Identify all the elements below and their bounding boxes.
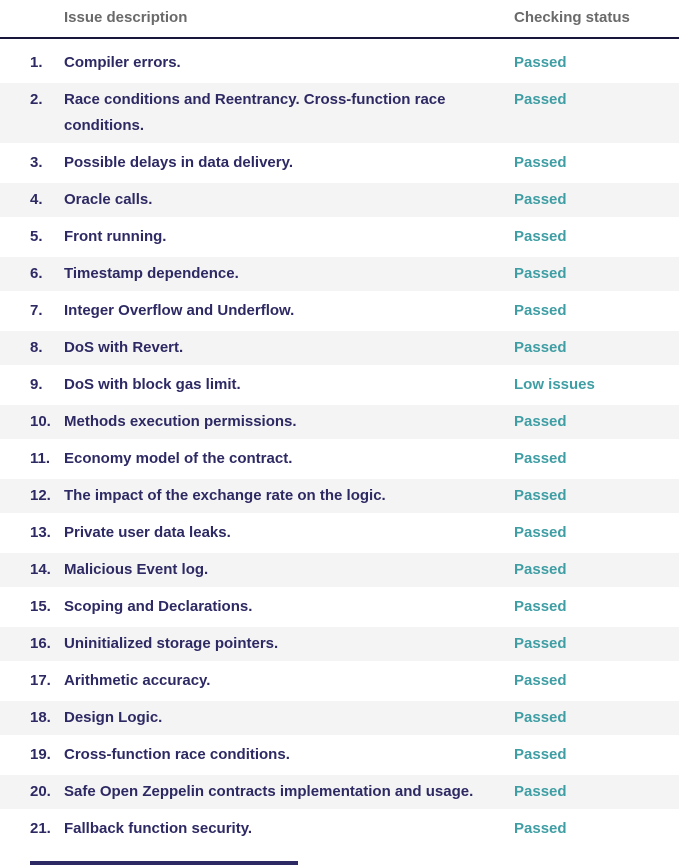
row-number: 17. <box>30 672 51 689</box>
row-number: 11. <box>30 450 51 467</box>
issue-description: Uninitialized storage pointers. <box>64 635 279 652</box>
table-body <box>0 46 679 846</box>
status-label: Passed <box>514 339 567 356</box>
issue-description: Economy model of the contract. <box>64 450 293 467</box>
issue-description: DoS with Revert. <box>64 339 184 356</box>
status-label: Passed <box>514 672 567 689</box>
status-label: Passed <box>514 450 567 467</box>
issue-description: Compiler errors. <box>64 54 181 71</box>
table-row <box>0 775 679 809</box>
status-label: Passed <box>514 228 567 245</box>
issue-description: Scoping and Declarations. <box>64 598 253 615</box>
status-label: Passed <box>514 487 567 504</box>
cutoff-next-row-text <box>30 861 298 865</box>
status-label: Passed <box>514 635 567 652</box>
row-number: 10. <box>30 413 51 430</box>
table-row <box>0 479 679 513</box>
row-number: 5. <box>30 228 43 245</box>
status-label: Low issues <box>514 376 595 393</box>
table-row <box>0 183 679 217</box>
status-label: Passed <box>514 561 567 578</box>
status-label: Passed <box>514 820 567 837</box>
row-number: 4. <box>30 191 43 208</box>
status-label: Passed <box>514 598 567 615</box>
status-label: Passed <box>514 413 567 430</box>
table-row <box>0 627 679 661</box>
row-number: 6. <box>30 265 43 282</box>
row-number: 19. <box>30 746 51 763</box>
column-header-checking-status: Checking status <box>514 9 630 26</box>
row-number: 9. <box>30 376 43 393</box>
issue-description: DoS with block gas limit. <box>64 376 241 393</box>
row-number: 2. <box>30 91 43 108</box>
table-row <box>0 257 679 291</box>
status-label: Passed <box>514 746 567 763</box>
status-label: Passed <box>514 54 567 71</box>
issue-description: Front running. <box>64 228 167 245</box>
table-row <box>0 294 679 328</box>
row-number: 13. <box>30 524 51 541</box>
row-number: 15. <box>30 598 51 615</box>
column-header-issue-description: Issue description <box>64 9 188 26</box>
issue-description: Integer Overflow and Underflow. <box>64 302 295 319</box>
table-row <box>0 516 679 550</box>
row-number: 16. <box>30 635 51 652</box>
table-row <box>0 331 679 365</box>
status-label: Passed <box>514 524 567 541</box>
row-number: 1. <box>30 54 43 71</box>
table-row <box>0 701 679 735</box>
status-label: Passed <box>514 91 567 108</box>
row-number: 7. <box>30 302 43 319</box>
table-row <box>0 146 679 180</box>
issue-description: Malicious Event log. <box>64 561 209 578</box>
table-row <box>0 812 679 846</box>
issue-description: The impact of the exchange rate on the logic. <box>64 487 386 504</box>
issue-description: Arithmetic accuracy. <box>64 672 211 689</box>
status-label: Passed <box>514 265 567 282</box>
issue-description: Fallback function security. <box>64 820 253 837</box>
status-label: Passed <box>514 191 567 208</box>
table-row <box>0 46 679 80</box>
issue-description: Oracle calls. <box>64 191 153 208</box>
table-row <box>0 590 679 624</box>
row-number: 12. <box>30 487 51 504</box>
row-number: 3. <box>30 154 43 171</box>
issue-description: Methods execution permissions. <box>64 413 297 430</box>
status-label: Passed <box>514 154 567 171</box>
issue-description: Timestamp dependence. <box>64 265 239 282</box>
status-label: Passed <box>514 302 567 319</box>
issue-description: Design Logic. <box>64 709 163 726</box>
status-label: Passed <box>514 783 567 800</box>
table-row <box>0 83 679 143</box>
table-row <box>0 368 679 402</box>
row-number: 18. <box>30 709 51 726</box>
table-row <box>0 220 679 254</box>
status-label: Passed <box>514 709 567 726</box>
issue-description: Safe Open Zeppelin contracts implementation and usage. <box>64 783 474 800</box>
issue-description: Race conditions and Reentrancy. Cross-function race conditions. <box>64 91 446 134</box>
issue-description: Possible delays in data delivery. <box>64 154 293 171</box>
table-row <box>0 664 679 698</box>
row-number: 20. <box>30 783 51 800</box>
table-row <box>0 442 679 476</box>
issue-description: Cross-function race conditions. <box>64 746 290 763</box>
row-number: 8. <box>30 339 43 356</box>
row-number: 21. <box>30 820 51 837</box>
issue-description: Private user data leaks. <box>64 524 231 541</box>
row-number: 14. <box>30 561 51 578</box>
table-row <box>0 405 679 439</box>
table-header-row <box>0 0 679 39</box>
table-row <box>0 738 679 772</box>
table-row <box>0 553 679 587</box>
